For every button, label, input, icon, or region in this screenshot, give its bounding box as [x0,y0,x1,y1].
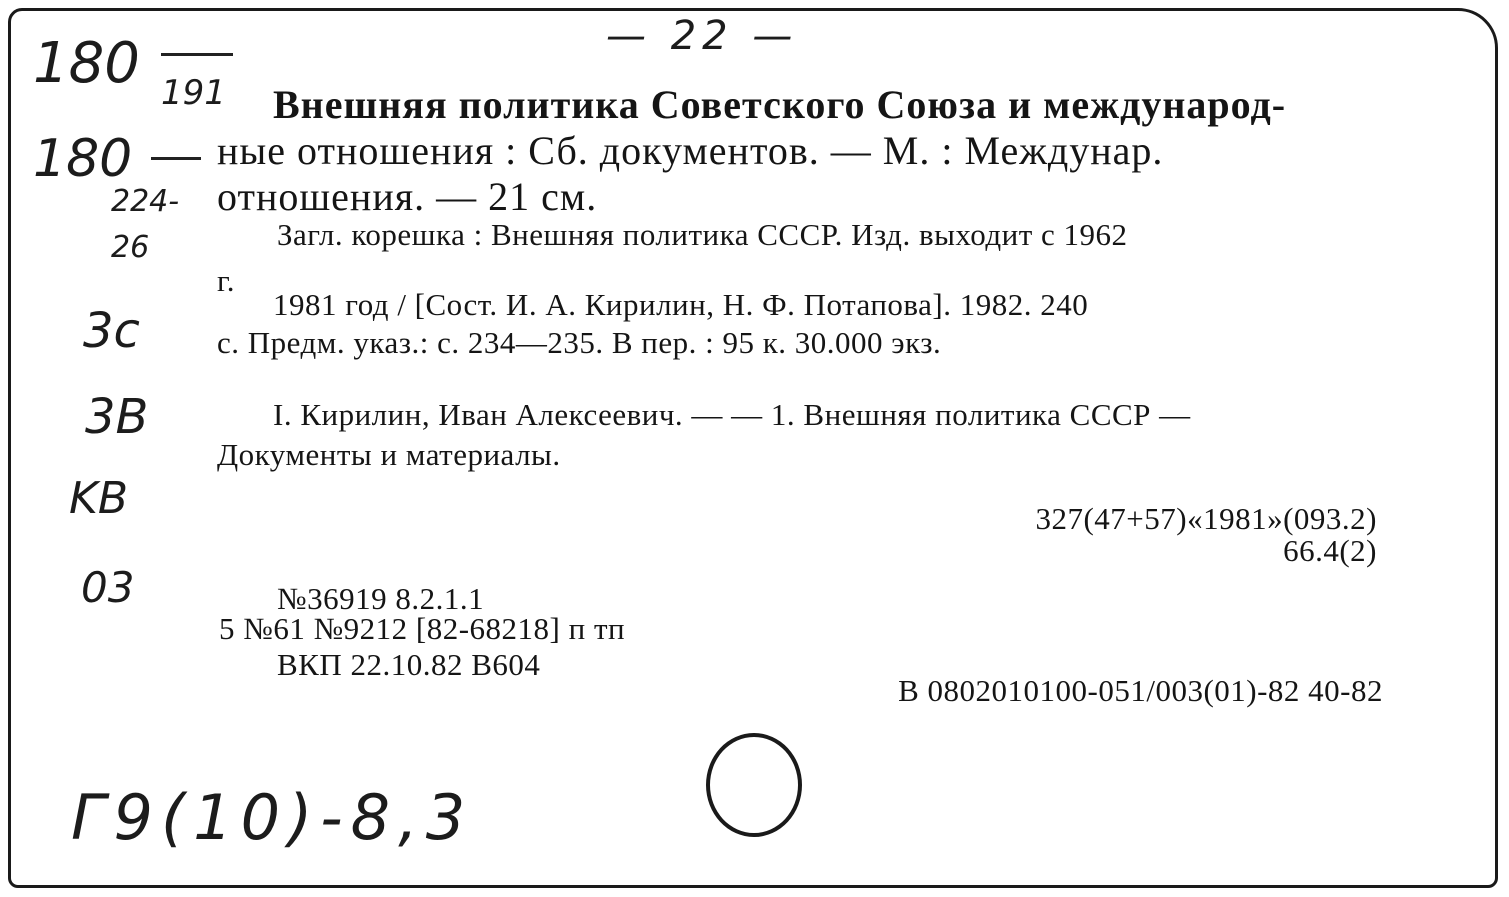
title-line-2: ные отношения : Сб. документов. — М. : Междунар. [217,128,1164,173]
mark-kb: KB [69,473,129,524]
mark-3b: 3B [85,389,149,445]
title-line-1: Внешняя политика Советского Союза и международ- [273,82,1287,127]
volume-line-1: 1981 год / [Сост. И. А. Кирилин, Н. Ф. Потапова]. 1982. 240 [273,287,1089,322]
tech-line-3: ВКП 22.10.82 В604 [277,647,541,682]
tech-line-2: 5 №61 №9212 [82-68218] п тп [219,611,626,646]
fraction-bar-1 [161,53,233,56]
mark-3c: 3c [83,303,140,359]
shelf-mark-1: 180 [33,31,140,96]
subject-line-1: I. Кирилин, Иван Алексеевич. — — 1. Внешняя политика СССР — [273,397,1191,432]
mark-03: 03 [81,563,135,612]
shelf-mark-2-fraction: 224-26 [111,184,180,265]
shelf-mark-1-fraction: 191 [161,73,226,113]
publisher-code: В 0802010100-051/003(01)-82 40-82 [898,673,1383,708]
catalog-card [8,8,1498,888]
bottom-handwritten-code: Г9(10)-8,3 [71,781,474,854]
bbk-index: 66.4(2) [1283,533,1377,568]
tech-line-1: №36919 8.2.1.1 [277,581,485,616]
shelf-mark-2: 180 [33,129,133,189]
note-line-1: Загл. корешка : Внешняя политика СССР. Изд. выходит с 1962 [277,217,1128,252]
stamp-circle [706,733,802,837]
subject-line-2: Документы и материалы. [217,437,561,472]
note-line-2: г. [217,263,235,298]
title-line-3: отношения. — 21 см. [217,174,598,219]
volume-line-2: с. Предм. указ.: с. 234—235. В пер. : 95 к. 30.000 экз. [217,325,942,360]
page-number-handwritten: — 22 — [606,13,799,59]
udc-index: 327(47+57)«1981»(093.2) [1035,501,1377,536]
fraction-bar-2 [151,157,201,160]
